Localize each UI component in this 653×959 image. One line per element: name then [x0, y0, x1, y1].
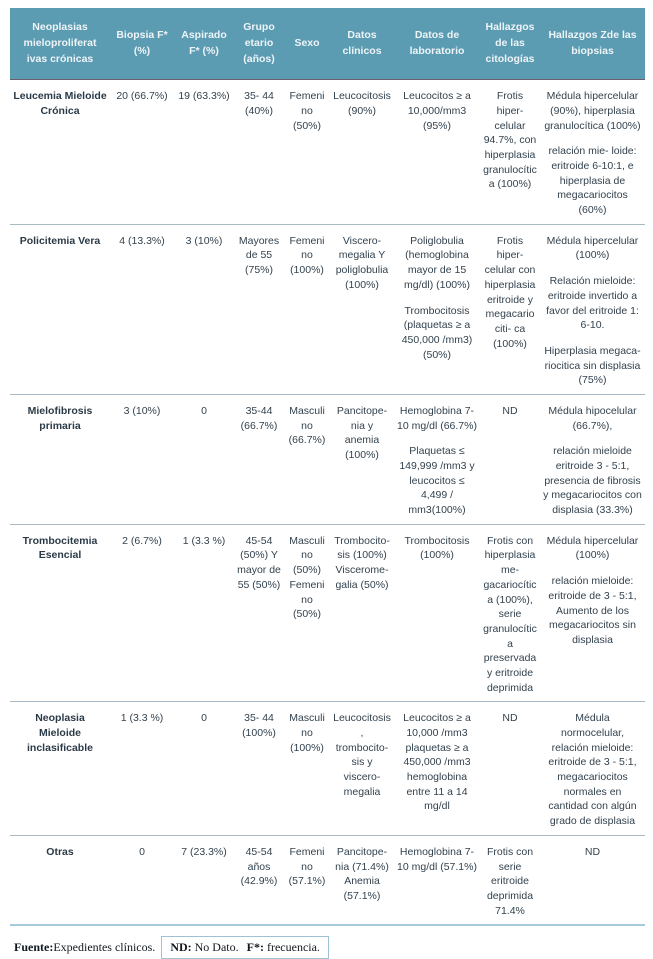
cell-datos-laboratorio: Poliglobulia (hemoglobina mayor de 15 mg/dl) (100%) Trombocitosis (plaquetas ≥ a 450,000 /mm3) (50%) — [401, 234, 473, 361]
cell-biopsia: 0 — [139, 845, 145, 858]
nd-text: No Dato. — [191, 940, 239, 955]
legend-box — [161, 936, 329, 959]
cell-grupo-etario: 45-54 años (42.9%) — [240, 845, 278, 888]
cell-datos-laboratorio: Trombocitosis (100%) — [404, 534, 470, 562]
column-header-biopsia: Biopsia F* (%) — [110, 8, 174, 80]
cell-sexo: Femenino (100%) — [289, 234, 325, 277]
table-body — [10, 80, 645, 926]
cell-sexo: Masculino (50%) Femenino (50%) — [289, 534, 325, 621]
fuente-text: Expedientes clínicos. — [53, 940, 156, 955]
cell-aspirado: 3 (10%) — [185, 234, 223, 247]
fuente-label: Fuente: — [14, 940, 54, 955]
neoplasias-table — [10, 8, 645, 926]
cell-grupo-etario: 35-44 (66.7%) — [240, 404, 278, 432]
cell-hallazgos-citologias: ND — [502, 404, 518, 417]
frecuencia-label: F*: — [246, 940, 264, 955]
cell-datos-clinicos: Leucocitosis (90%) — [333, 90, 391, 117]
cell-hallazgos-biopsias: Médula hipercelular (90%), hiperplasia granulocítica (100%) relación mie- loide: eritroide 6-10:1, e hiperplasia de megacariocitos (60%) — [544, 90, 641, 217]
cell-sexo: Femenino (50%) — [289, 90, 325, 132]
cell-biopsia: 20 (66.7%) — [116, 90, 168, 103]
cell-hallazgos-biopsias: Médula normocelular, relación mieloide: eritroide de 3 - 5:1, megacariocitos normales en cantidad con algún grado de displasia — [548, 712, 637, 828]
cell-row-name: Trombocitemia Esencial — [22, 534, 98, 562]
cell-row-name: Mielofibrosis primaria — [27, 404, 93, 432]
cell-hallazgos-citologias: ND — [502, 712, 518, 725]
table-row — [10, 524, 645, 702]
cell-hallazgos-biopsias: Médula hipercelular (100%) Relación mieloide: eritroide invertido a favor del eritroide 1: 6-10. Hiperplasia megaca- riocitica sin displasia (75%) — [544, 234, 641, 387]
cell-hallazgos-biopsias: Médula hipocelular (66.7%), relación mieloide eritroide 3 - 5:1, presencia de fibrosis y megacariocitos con displasia (33.3%) — [543, 404, 642, 517]
cell-datos-laboratorio: Hemoglobina 7-10 mg/dl (57.1%) — [397, 845, 477, 873]
table-header — [10, 8, 645, 80]
column-header-hallazgos-citologias: Hallazgos de las citologías — [480, 8, 540, 80]
cell-datos-clinicos: Viscero- megalia Y poliglobulia (100%) — [335, 234, 389, 291]
cell-grupo-etario: 45-54 (50%) Y mayor de 55 (50%) — [237, 534, 281, 591]
cell-datos-laboratorio: Leucocitos ≥ a 10,000 /mm3 plaquetas ≥ a 450,000 /mm3 hemoglobina entre 11 a 14 mg/dl — [403, 712, 471, 813]
cell-datos-laboratorio: Hemoglobina 7-10 mg/dl (66.7%) Plaquetas ≤ 149,999 /mm3 y leucocitos ≤ 4,499 / mm3(100%) — [397, 404, 477, 517]
column-header-grupo-etario: Grupo etario (años) — [234, 8, 284, 80]
cell-grupo-etario: Mayores de 55 (75%) — [238, 234, 280, 277]
column-header-sexo: Sexo — [284, 8, 330, 80]
cell-biopsia: 2 (6.7%) — [122, 534, 162, 547]
column-header-hallazgos-biopsias: Hallazgos Zde las biopsias — [540, 8, 645, 80]
cell-row-name: Otras — [46, 845, 74, 858]
cell-aspirado: 7 (23.3%) — [181, 845, 227, 858]
cell-sexo: Femenino (57.1%) — [288, 845, 326, 888]
nd-label: ND: — [170, 940, 192, 955]
cell-sexo: Masculino (66.7%) — [288, 404, 326, 447]
cell-hallazgos-biopsias: ND — [584, 845, 601, 858]
cell-grupo-etario: 35- 44 (100%) — [242, 712, 276, 739]
cell-biopsia: 1 (3.3 %) — [120, 712, 164, 725]
column-header-datos-laboratorio: Datos de laboratorio — [394, 8, 480, 80]
cell-biopsia: 3 (10%) — [123, 404, 161, 417]
cell-row-name: Leucemia Mieloide Crónica — [13, 90, 107, 117]
cell-datos-laboratorio: Leucocitos ≥ a 10,000/mm3 (95%) — [403, 90, 471, 132]
cell-hallazgos-citologias: Frotis hiper- celular con hiperplasia eritroide y megacariociti- ca (100%) — [484, 234, 536, 350]
cell-aspirado: 0 — [201, 404, 207, 417]
cell-datos-clinicos: Trombocito- sis (100%) Viscerome- galia (50%) — [334, 534, 390, 591]
cell-aspirado: 19 (63.3%) — [178, 90, 230, 103]
column-header-neoplasias: Neoplasias mieloproliferat ivas crónicas — [10, 8, 110, 80]
cell-datos-clinicos: Pancitope- nia y anemia (100%) — [336, 404, 388, 461]
cell-hallazgos-biopsias: Médula hipercelular (100%) relación mieloide: eritroide de 3 - 5:1, Aumento de los megacariocitos sin displasia — [546, 534, 639, 646]
cell-aspirado: 1 (3.3 %) — [182, 534, 226, 547]
cell-hallazgos-citologias: Frotis con hiperplasia me- gacariocítica (100%), serie granulocítica preservada y eritroide deprimida — [483, 534, 537, 694]
cell-sexo: Masculino (100%) — [289, 712, 325, 754]
cell-grupo-etario: 35- 44 (40%) — [244, 90, 274, 117]
table-row — [10, 224, 645, 394]
cell-hallazgos-citologias: Frotis con serie eritroide deprimida 71.4% — [486, 845, 534, 917]
cell-row-name: Neoplasia Mieloide inclasificable — [27, 712, 93, 754]
frecuencia-text: frecuencia. — [263, 940, 320, 955]
table-row — [10, 702, 645, 836]
cell-row-name: Policitemia Vera — [19, 234, 101, 247]
column-header-datos-clinicos: Datos clínicos — [330, 8, 394, 80]
cell-datos-clinicos: Pancitope- nia (71.4%) Anemia (57.1%) — [335, 845, 389, 902]
column-header-aspirado: Aspirado F* (%) — [174, 8, 234, 80]
table-footnote — [10, 936, 645, 959]
cell-biopsia: 4 (13.3%) — [119, 234, 165, 247]
table-row — [10, 835, 645, 925]
cell-aspirado: 0 — [201, 712, 207, 725]
cell-datos-clinicos: Leucocitosis, trombocito- sis y viscero- megalia — [333, 712, 391, 798]
table-row — [10, 80, 645, 225]
table-row — [10, 394, 645, 524]
cell-hallazgos-citologias: Frotis hiper- celular 94.7%, con hiperplasia granulocítica (100%) — [483, 90, 537, 191]
